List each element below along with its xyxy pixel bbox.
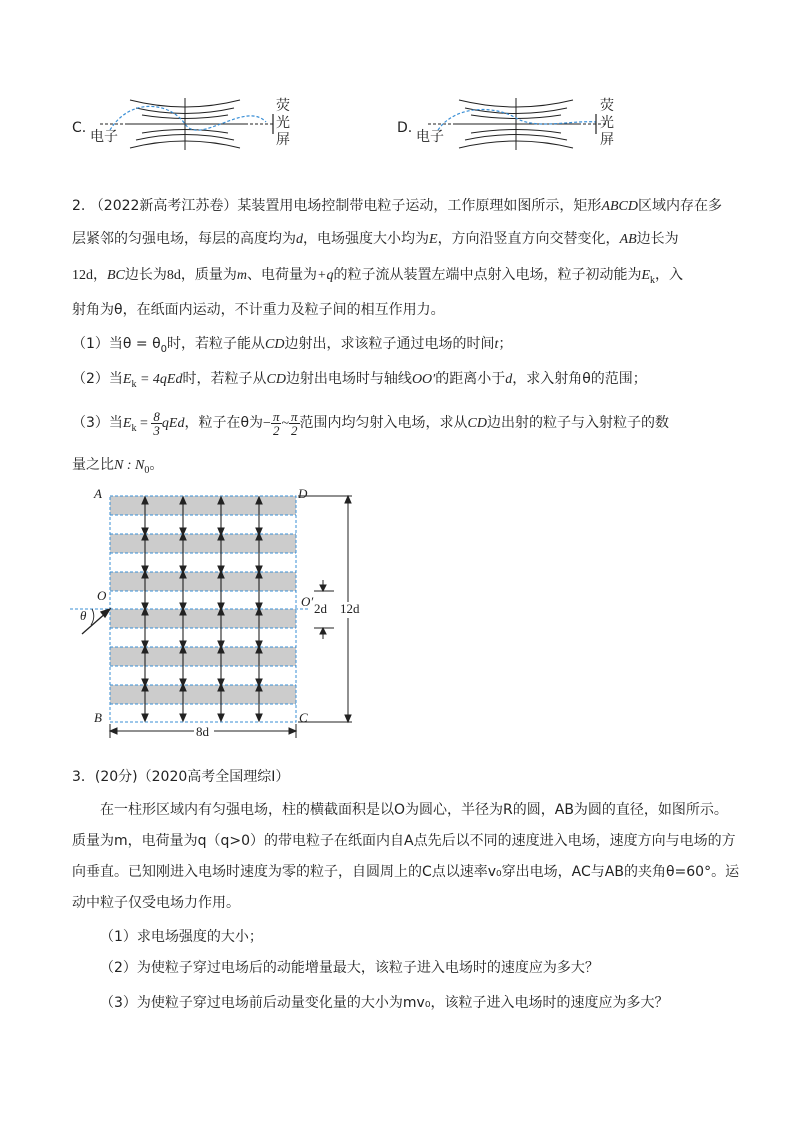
q2-line-4: 射角为θ，在纸面内运动，不计重力及粒子间的相互作用力。 bbox=[72, 302, 445, 318]
q2-line-2: 层紧邻的匀强电场，每层的高度均为d，电场强度大小均为E，方向沿竖直方向交替变化，AB边长为 bbox=[72, 231, 679, 247]
label-A: A bbox=[94, 486, 102, 501]
label-theta: θ bbox=[80, 608, 87, 623]
q3-para-1: 在一柱形区域内有匀强电场，柱的横截面积是以O为圆心，半径为R的圆，AB为圆的直径，如图所示。 bbox=[100, 802, 728, 818]
q2-sub-1: （1）当$\theta = \theta_0$时，若粒子能从CD边射出，求该粒子通过电场的时间t； bbox=[72, 336, 513, 355]
fraction-pi-2-neg: $\frac{\pi}{2}$ bbox=[272, 408, 280, 438]
q3-sub-3: （3）为使粒子穿过电场前后动量变化量的大小为mv₀，该粒子进入电场时的速度应为多大？ bbox=[100, 995, 669, 1011]
q3-para-3: 向垂直。已知刚进入电场时速度为零的粒子，自圆周上的C点以速率v₀穿出电场，AC与AB的夹角θ=60°。运 bbox=[72, 864, 740, 880]
q2-line-1: 2. （2022新高考江苏卷）某装置用电场控制带电粒子运动，工作原理如图所示，矩形ABCD区域内存在多 bbox=[72, 198, 722, 214]
label-12d: 12d bbox=[340, 601, 360, 616]
q2-sub-3: （3）当$E_k$ = $\frac{8}{3}$ qEd，粒子在θ为− $\frac{\pi}{2}$ ~ $\frac{\pi}{2}$ 范围内均匀射入电场，求从CD边出射的粒子与入射粒子的数 bbox=[72, 408, 669, 438]
q2-sub-2: （2）当$E_k = 4qEd$时，若粒子从CD边射出电场时与轴线OO′的距离小于d，求入射角θ的范围； bbox=[72, 371, 647, 390]
option-d-letter: D. bbox=[397, 120, 413, 136]
q3-sub-1: （1）求电场强度的大小； bbox=[100, 929, 263, 945]
q3-para-2: 质量为m，电荷量为q（q>0）的带电粒子在纸面内自A点先后以不同的速度进入电场，速度方向与电场的方 bbox=[72, 833, 736, 849]
q3-sub-2: （2）为使粒子穿过电场后的动能增量最大，该粒子进入电场时的速度应为多大？ bbox=[100, 960, 599, 976]
field-layers bbox=[110, 496, 296, 704]
label-O-prime: O′ bbox=[301, 594, 314, 609]
label-C: C bbox=[299, 710, 308, 725]
label-O: O bbox=[97, 588, 107, 603]
option-d-screen-label: 荧 光 屏 bbox=[600, 98, 614, 148]
device-figure bbox=[70, 484, 370, 744]
option-d-electron-label: 电子 bbox=[416, 129, 444, 145]
q3-para-4: 动中粒子仅受电场力作用。 bbox=[72, 895, 240, 911]
q2-sub-3-cont: 量之比N : $N_0$。 bbox=[72, 457, 164, 476]
option-c-screen-label: 荧 光 屏 bbox=[276, 98, 290, 148]
fraction-pi-2-pos: $\frac{\pi}{2}$ bbox=[291, 408, 298, 438]
label-D: D bbox=[298, 486, 308, 501]
option-c-letter: C. bbox=[72, 120, 87, 136]
label-2d: 2d bbox=[314, 601, 327, 616]
q3-heading: 3．(20分)（2020高考全国理综I） bbox=[72, 769, 290, 785]
option-c-electron-label: 电子 bbox=[90, 129, 118, 145]
label-B: B bbox=[94, 710, 102, 725]
label-8d: 8d bbox=[196, 724, 209, 739]
fraction-8-3: $\frac{8}{3}$ bbox=[153, 408, 160, 438]
q2-line-3: 12d，BC边长为8d，质量为m、电荷量为+q的粒子流从装置左端中点射入电场，粒子初动能为$E_k$，入 bbox=[72, 267, 684, 286]
